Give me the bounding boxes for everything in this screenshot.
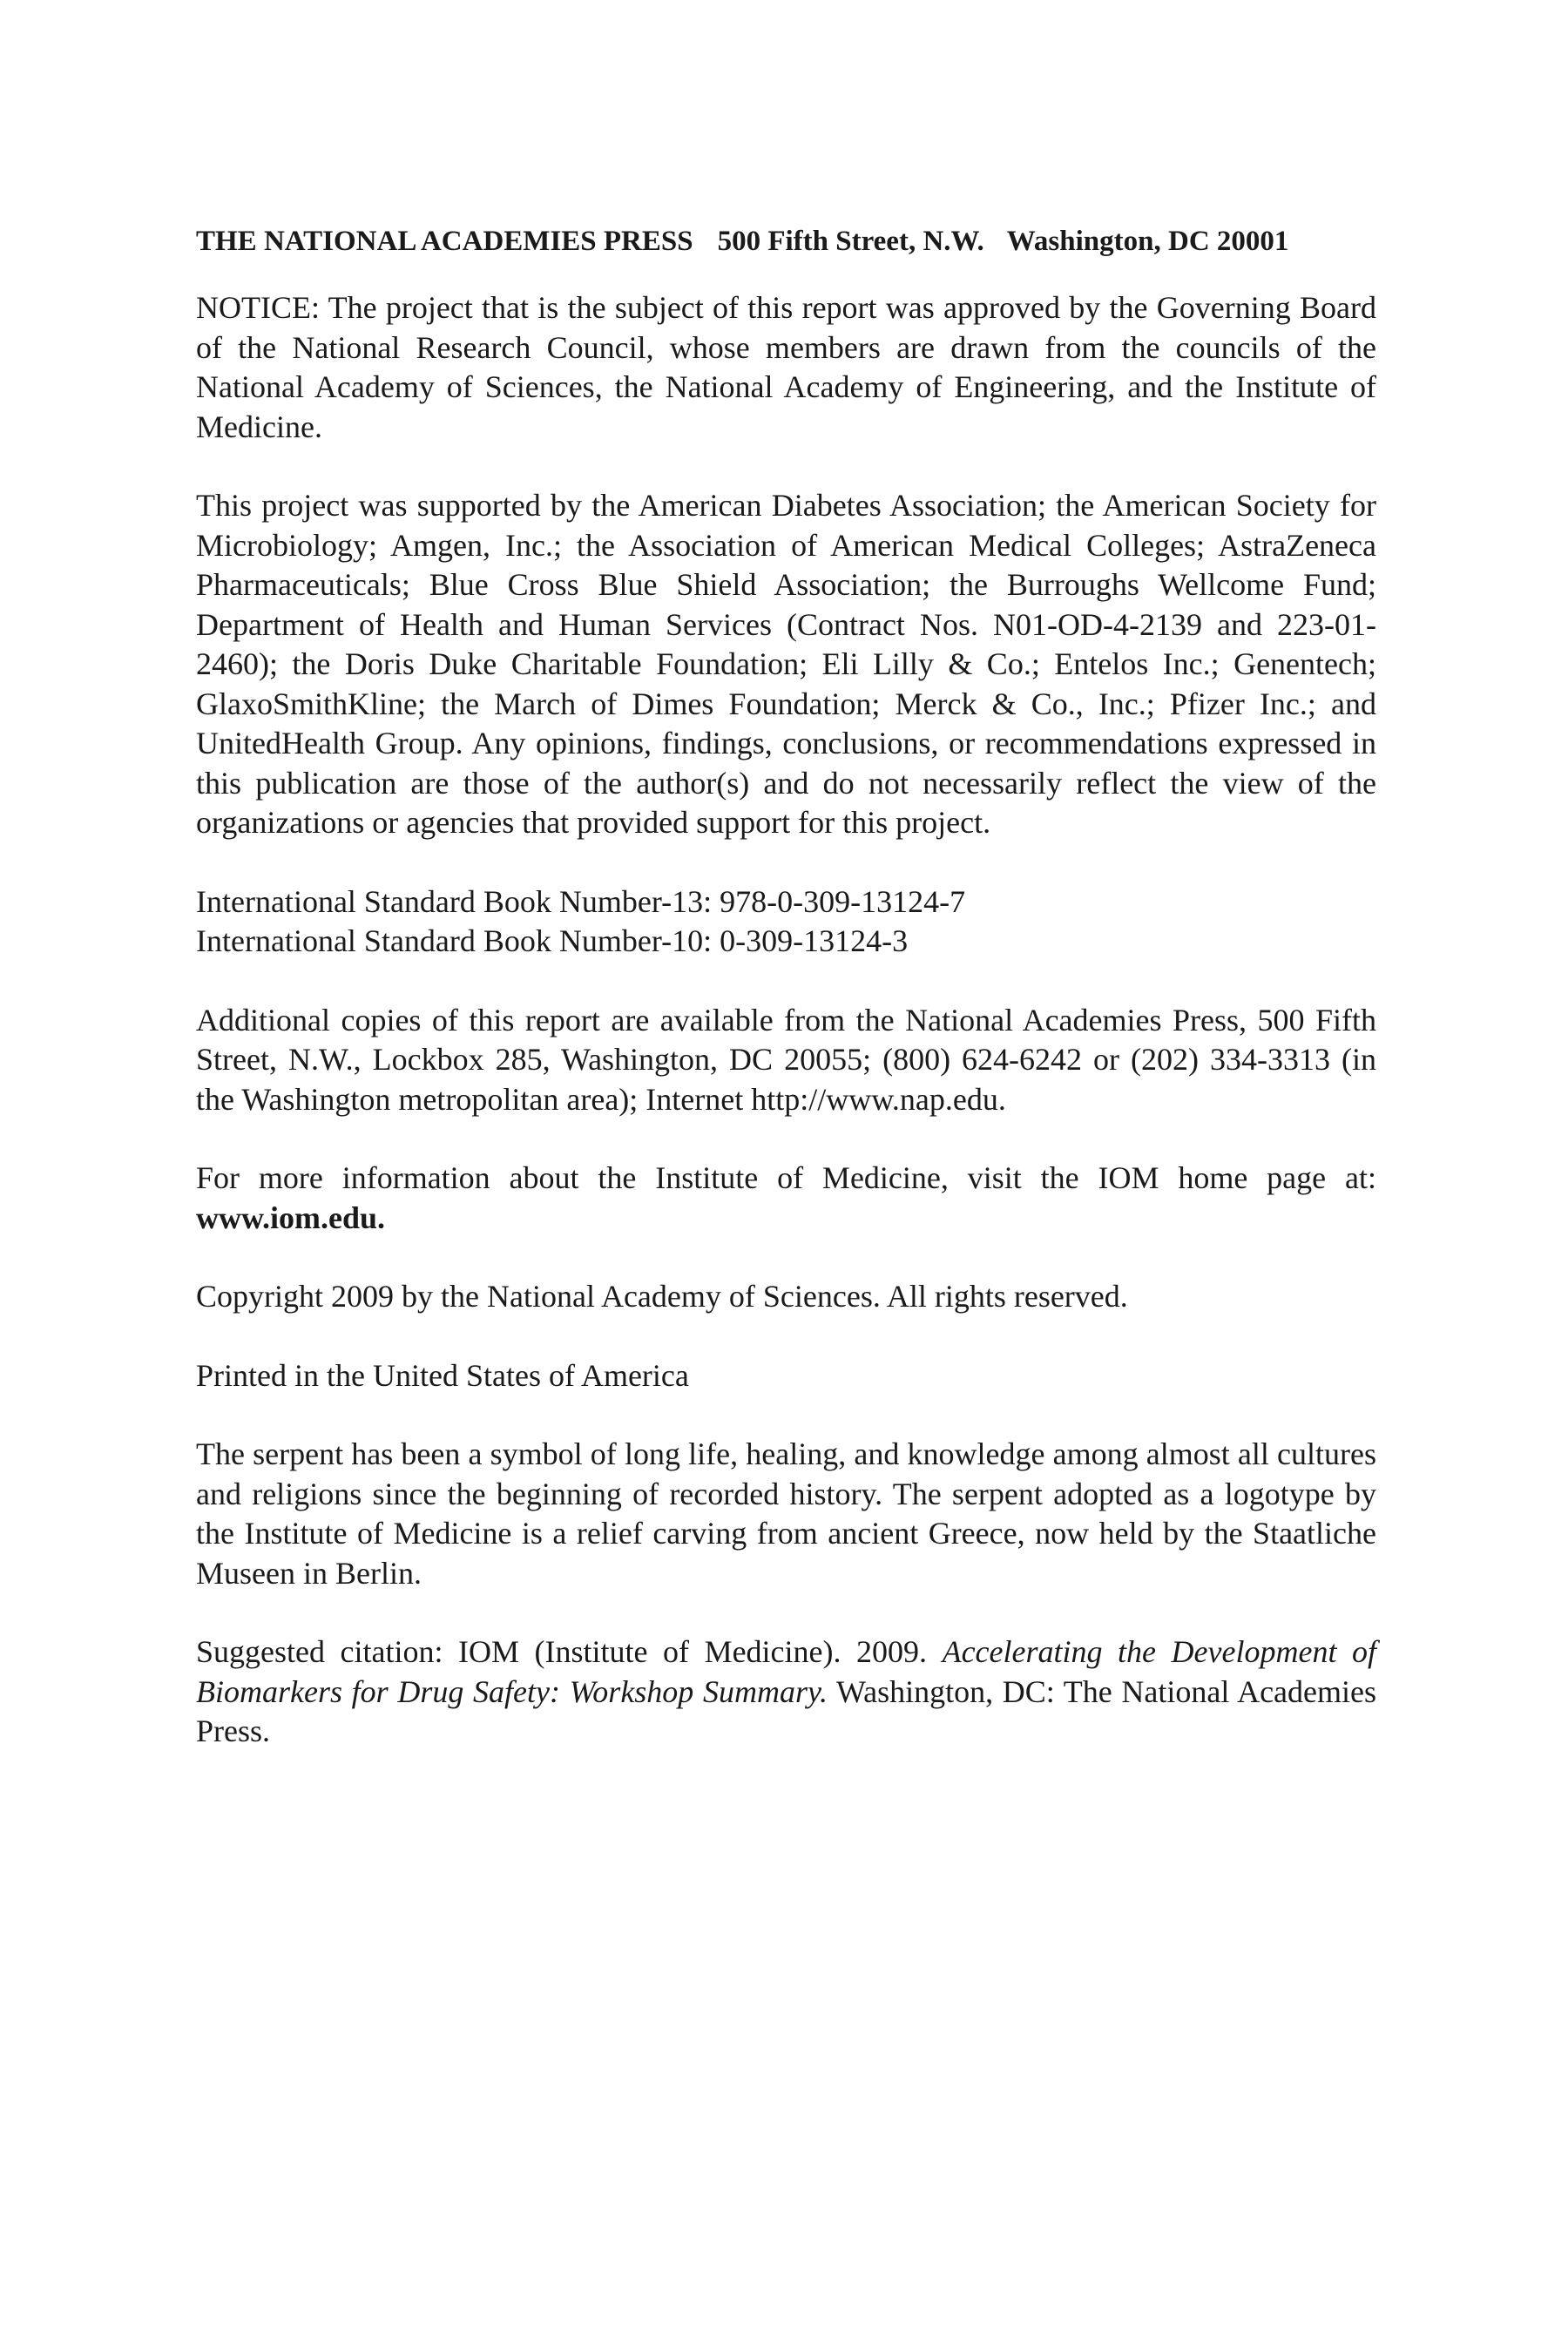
isbn-13: International Standard Book Number-13: 978-0-309-13124-7 [196,883,966,919]
citation-prefix: Suggested citation: IOM (Institute of Medicine). 2009. [196,1634,943,1669]
support-paragraph: This project was supported by the American Diabetes Association; the American Society for Microbiology; Amgen, Inc.; the Association of American Medical Colleges; AstraZeneca Pharmaceuticals; Blue Cross Blue Shield Association; the Burroughs Wellcome Fund; Department of Health and Human Services (Contract Nos. N01-OD-4-2139 and 223-01-2460); the Doris Duke Charitable Foundation; Eli Lilly & Co.; Entelos Inc.; Genentech; GlaxoSmithKline; the March of Dimes Foundation; Merck & Co., Inc.; Pfizer Inc.; and UnitedHealth Group. Any opinions, findings, conclusions, or recommendations expressed in this publication are those of the author(s) and do not necessarily reflect the view of the organizations or agencies that provided support for this project. [196,488,1376,840]
publisher-header [196,222,1376,260]
citation-title: Accelerating the Development of Biomarkers for Drug Safety: Workshop Summary. [196,1634,1376,1709]
printed-in: Printed in the United States of America [196,1357,689,1393]
citation-suffix: Washington, DC: The National Academies Press. [196,1673,1377,1748]
isbn-block [196,882,1376,962]
iom-website-link[interactable]: www.iom.edu. [196,1200,386,1235]
more-info-text: For more information about the Institute of Medicine, visit the IOM home page at: [196,1160,1376,1195]
citation-paragraph [196,1632,1376,1752]
more-info-paragraph [196,1159,1376,1238]
isbn-10: International Standard Book Number-10: 0-309-13124-3 [196,923,909,958]
copies-paragraph: Additional copies of this report are available from the National Academies Press, 500 Fifth Street, N.W., Lockbox 285, Washington, DC 20055; (800) 624-6242 or (202) 334-3313 (in the Washington metropolitan area); Internet http://www.nap.edu. [196,1002,1376,1117]
notice-paragraph: NOTICE: The project that is the subject of this report was approved by the Governing Board of the National Research Council, whose members are drawn from the councils of the National Academy of Sciences, the National Academy of Engineering, and the Institute of Medicine. [196,290,1376,444]
publisher-name: THE NATIONAL ACADEMIES PRESS [196,226,693,257]
copyright-page [196,222,1376,1791]
publisher-address: 500 Fifth Street, N.W. [717,226,984,257]
serpent-paragraph: The serpent has been a symbol of long life, healing, and knowledge among almost all cultures and religions since the beginning of recorded history. The serpent adopted as a logotype by the Institute of Medicine is a relief carving from ancient Greece, now held by the Staatliche Museen in Berlin. [196,1436,1376,1591]
copyright-notice: Copyright 2009 by the National Academy of Sciences. All rights reserved. [196,1279,1128,1314]
publisher-city: Washington, DC 20001 [1006,226,1289,257]
